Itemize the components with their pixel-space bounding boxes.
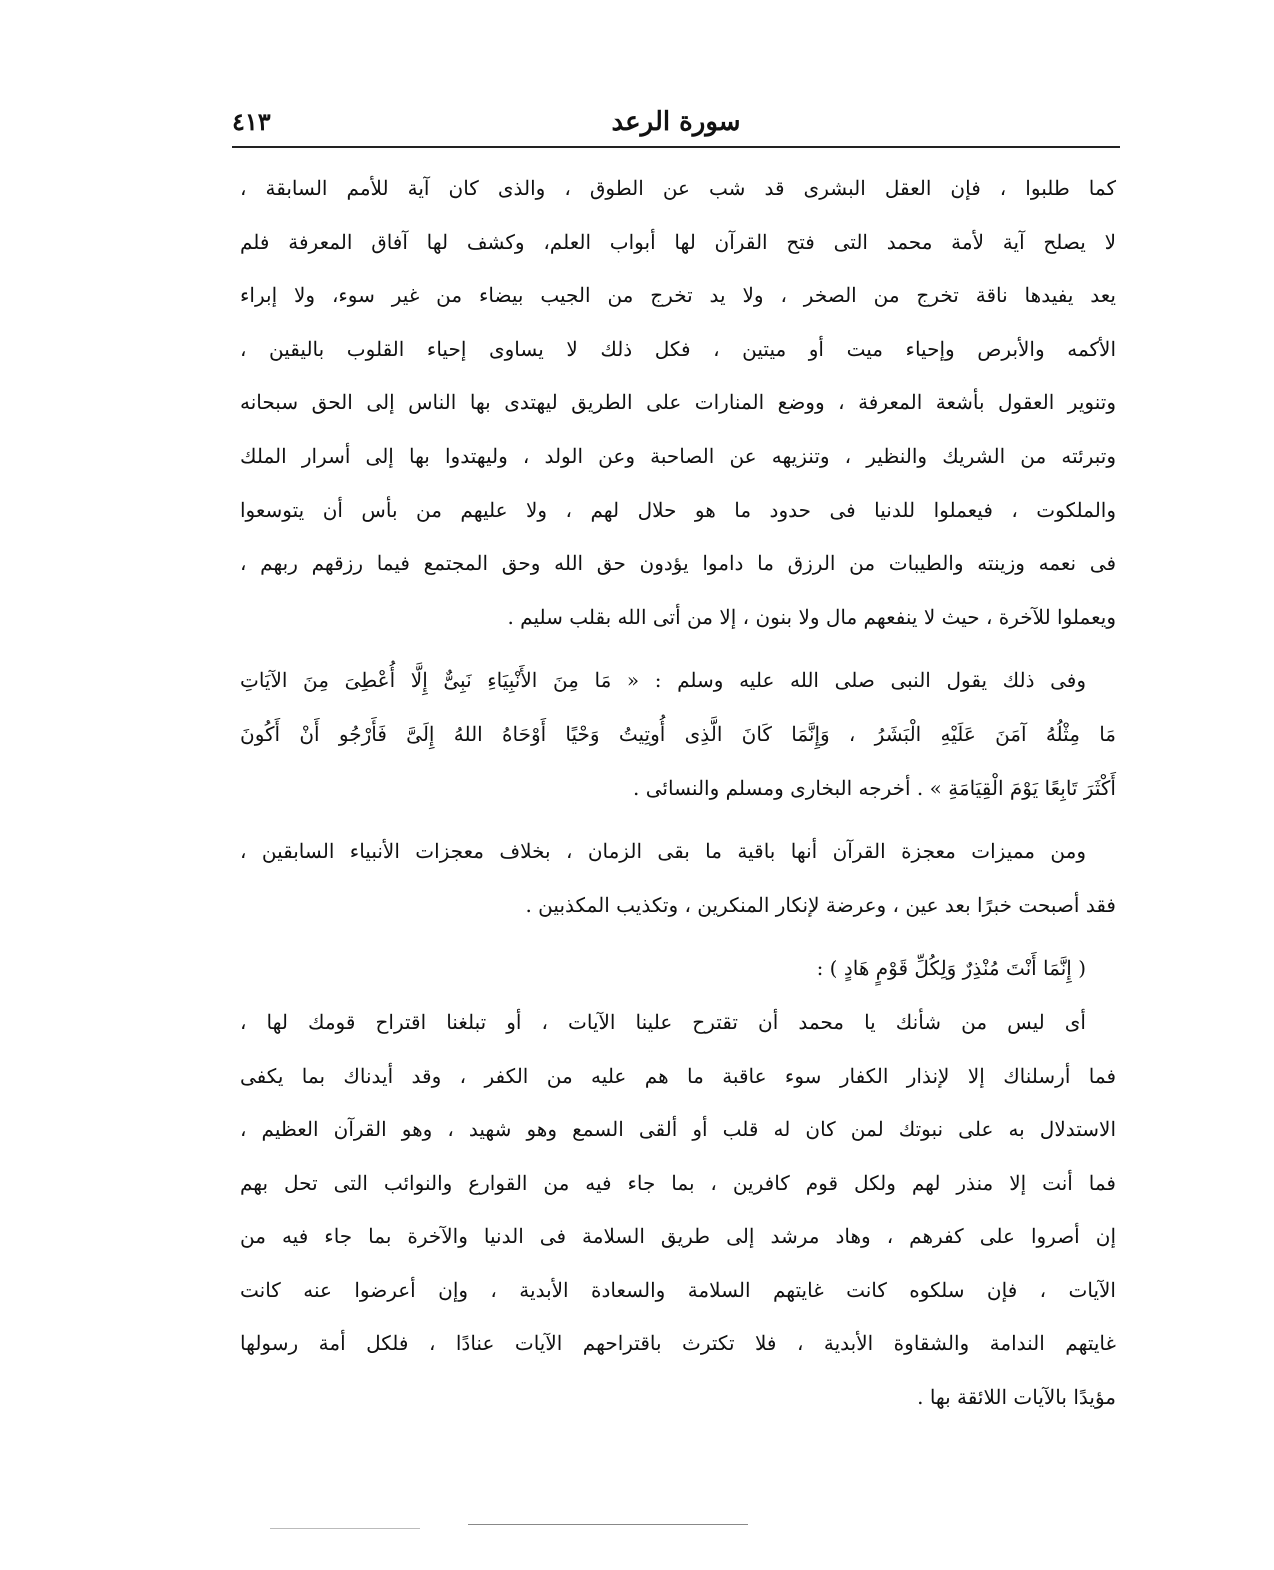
paragraph-3: [240, 825, 1116, 932]
text-line: إن أصروا على كفرهم ، وهاد مرشد إلى طريق السلامة فى الدنيا والآخرة بما جاء فيه من: [240, 1224, 1116, 1249]
text-line: وفى ذلك يقول النبى صلى الله عليه وسلم : « مَا مِنَ الأَنْبِيَاءِ نَبِىٌّ إِلَّا أُعْطِىَ مِنَ الآيَاتِ: [240, 668, 1086, 693]
verse-heading: [240, 942, 1116, 996]
header-rule: [232, 146, 1120, 148]
verse-text: ( إِنَّمَا أَنْتَ مُنْذِرٌ وَلِكُلِّ قَوْمٍ هَادٍ ) :: [816, 956, 1086, 981]
text-line: الاستدلال به على نبوتك لمن كان له قلب أو ألقى السمع وهو شهيد ، وهو القرآن العظيم ،: [240, 1117, 1116, 1142]
text-line: أَكْثَرَ تَابِعًا يَوْمَ الْقِيَامَةِ » . أخرجه البخارى ومسلم والنسائى .: [633, 775, 1116, 800]
paragraph-commentary: [240, 996, 1116, 1425]
page-number: ٤١٣: [232, 107, 271, 136]
text-line: أى ليس من شأنك يا محمد أن تقترح علينا الآيات ، أو تبلغنا اقتراح قومك لها ،: [240, 1009, 1086, 1034]
text-line: كما طلبوا ، فإن العقل البشرى قد شب عن الطوق ، والذى كان آية للأمم السابقة ،: [240, 176, 1116, 200]
footer-rule: [468, 1524, 748, 1525]
text-line: مَا مِثْلُهُ آمَنَ عَلَيْهِ الْبَشَرُ ، وَإِنَّمَا كَانَ الَّذِى أُوتِيتُ وَحْيًا أَوْحَاهُ اللهُ إِلَىَّ فَأَرْجُو أَنْ أَكُونَ: [240, 721, 1116, 746]
text-line: فما أنت إلا منذر لهم ولكل قوم كافرين ، بما جاء فيه من القوارع والنوائب التى تحل بهم: [240, 1170, 1116, 1195]
text-line: لا يصلح آية لأمة محمد التى فتح القرآن لها أبواب العلم، وكشف لها آفاق المعرفة فلم: [240, 229, 1116, 254]
page-header: [232, 100, 1120, 146]
text-line: غايتهم الندامة والشقاوة الأبدية ، فلا تكترث باقتراحهم الآيات عنادًا ، فلكل أمة رسولها: [240, 1331, 1116, 1356]
text-line: وتبرئته من الشريك والنظير ، وتنزيهه عن الصاحبة وعن الولد ، وليهتدوا بها إلى أسرار الملك: [240, 443, 1116, 468]
text-line: فى نعمه وزينته والطيبات من الرزق ما داموا يؤدون حق الله وحق المجتمع فيما رزقهم ربهم ،: [240, 551, 1116, 576]
paragraph-1: [240, 162, 1116, 644]
text-line: ويعملوا للآخرة ، حيث لا ينفعهم مال ولا بنون ، إلا من أتى الله بقلب سليم .: [507, 604, 1116, 629]
text-line: والملكوت ، فيعملوا للدنيا فى حدود ما هو حلال لهم ، ولا عليهم من بأس أن يتوسعوا: [240, 497, 1116, 522]
text-line: فقد أصبحت خبرًا بعد عين ، وعرضة لإنكار المنكرين ، وتكذيب المكذبين .: [525, 892, 1116, 917]
text-line: الأكمه والأبرص وإحياء ميت أو ميتين ، فكل ذلك لا يساوى إحياء القلوب باليقين ،: [240, 336, 1116, 361]
paragraph-hadith: [240, 654, 1116, 815]
text-line: ومن مميزات معجزة القرآن أنها باقية ما بقى الزمان ، بخلاف معجزات الأنبياء السابقين ،: [240, 839, 1086, 864]
page-body: [240, 162, 1116, 1425]
running-title: سورة الرعد: [611, 107, 741, 137]
text-line: فما أرسلناك إلا لإنذار الكفار سوء عاقبة ما هم عليه من الكفر ، وقد أيدناك بما يكفى: [240, 1063, 1116, 1088]
text-line: يعد يفيدها ناقة تخرج من الصخر ، ولا يد تخرج من الجيب بيضاء من غير سوء، ولا إبراء: [240, 283, 1116, 308]
text-line: مؤيدًا بالآيات اللائقة بها .: [917, 1385, 1116, 1410]
text-line: الآيات ، فإن سلكوه كانت غايتهم السلامة والسعادة الأبدية ، وإن أعرضوا عنه كانت: [240, 1277, 1116, 1302]
footer-rule-faint: [270, 1528, 420, 1529]
text-line: وتنوير العقول بأشعة المعرفة ، ووضع المنارات على الطريق ليهتدى بها الناس إلى الحق سبحانه: [240, 390, 1116, 415]
